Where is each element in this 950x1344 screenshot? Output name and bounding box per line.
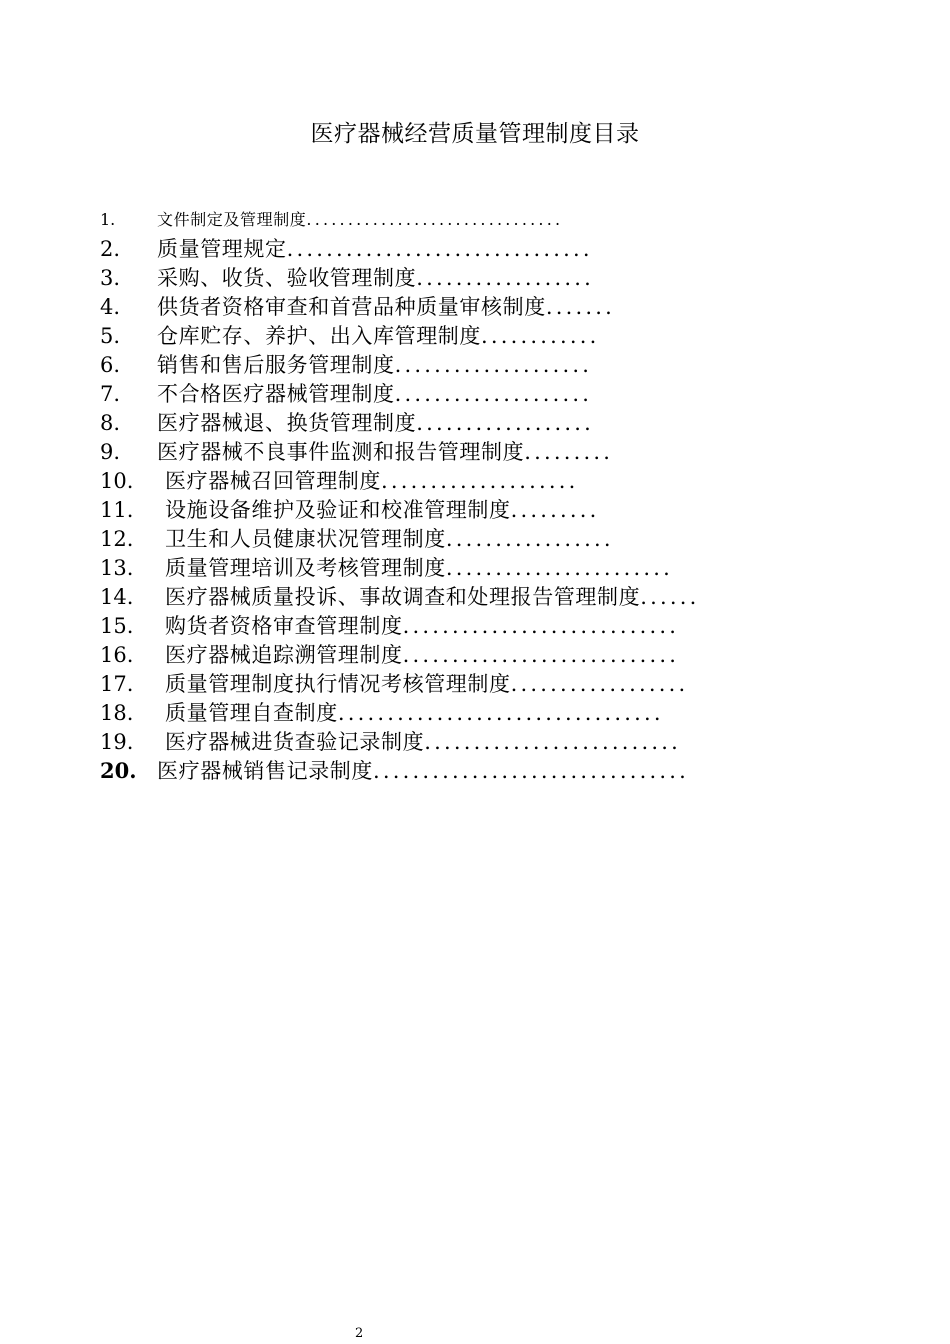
toc-leader-dots: ......... xyxy=(510,498,600,522)
toc-title xyxy=(165,727,681,757)
toc-title xyxy=(165,553,673,583)
toc-title-text: 卫生和人员健康状况管理制度 xyxy=(165,527,446,551)
toc-leader-dots: ............ xyxy=(481,324,600,348)
toc-title-text: 文件制定及管理制度 xyxy=(157,210,307,229)
toc-title-text: 设施设备维护及验证和校准管理制度 xyxy=(165,498,511,522)
toc-leader-dots: ................. xyxy=(445,527,614,551)
toc-title xyxy=(165,524,614,554)
toc-number: 2. xyxy=(100,237,121,261)
toc-number: 20. xyxy=(100,758,137,783)
toc-leader-dots: .................... xyxy=(381,469,579,493)
toc-number: 19. xyxy=(100,730,134,754)
toc-number: 14. xyxy=(100,585,134,609)
toc-leader-dots: .................. xyxy=(510,672,689,696)
toc-leader-dots: ............................... xyxy=(306,210,564,229)
toc-title xyxy=(157,292,615,322)
toc-title xyxy=(165,669,688,699)
toc-number: 8. xyxy=(100,411,121,435)
toc-number: 9. xyxy=(100,440,121,464)
toc-leader-dots: .................... xyxy=(394,382,593,406)
toc-number: 18. xyxy=(100,701,134,725)
toc-title-text: 采购、收货、验收管理制度 xyxy=(157,266,417,290)
toc-title xyxy=(157,379,592,409)
toc-title xyxy=(165,466,579,496)
toc-title xyxy=(157,234,593,264)
toc-title xyxy=(157,408,594,438)
toc-title-text: 医疗器械质量投诉、事故调查和处理报告管理制度 xyxy=(165,585,641,609)
toc-leader-dots: ................................ xyxy=(373,759,690,783)
toc-leader-dots: ............................ xyxy=(402,614,680,638)
toc-number: 16. xyxy=(100,643,134,667)
toc-title xyxy=(165,582,699,612)
toc-number: 1. xyxy=(100,210,116,229)
toc-number: 13. xyxy=(100,556,134,580)
toc-number: 3. xyxy=(100,266,121,290)
toc-number: 5. xyxy=(100,324,121,348)
toc-number: 15. xyxy=(100,614,134,638)
toc-title xyxy=(157,437,613,467)
toc-leader-dots: ................................. xyxy=(337,701,664,725)
toc-title xyxy=(157,263,594,293)
toc-number: 10. xyxy=(100,469,134,493)
toc-title xyxy=(165,640,679,670)
toc-title-text: 质量管理培训及考核管理制度 xyxy=(165,556,446,580)
toc-title xyxy=(157,321,600,351)
toc-title-text: 质量管理规定 xyxy=(157,237,287,261)
toc-title xyxy=(157,205,563,235)
toc-title-text: 质量管理自查制度 xyxy=(165,701,338,725)
toc-title-text: 医疗器械召回管理制度 xyxy=(165,469,381,493)
toc-number: 11. xyxy=(100,498,134,522)
toc-title-text: 医疗器械不良事件监测和报告管理制度 xyxy=(157,440,525,464)
toc-leader-dots: .................. xyxy=(416,266,594,290)
toc-leader-dots: ....................... xyxy=(445,556,673,580)
toc-title xyxy=(157,756,689,786)
toc-leader-dots: ............................ xyxy=(402,643,680,667)
toc-number: 7. xyxy=(100,382,121,406)
toc-title-text: 供货者资格审查和首营品种质量审核制度 xyxy=(157,295,546,319)
toc-title-text: 医疗器械退、换货管理制度 xyxy=(157,411,417,435)
toc-title-text: 医疗器械进货查验记录制度 xyxy=(165,730,425,754)
toc-title-text: 不合格医疗器械管理制度 xyxy=(157,382,395,406)
toc-number: 4. xyxy=(100,295,121,319)
toc-leader-dots: ......... xyxy=(524,440,614,464)
toc-number: 6. xyxy=(100,353,121,377)
toc-leader-dots: ............................... xyxy=(286,237,593,261)
toc-title xyxy=(157,350,592,380)
toc-title-text: 购货者资格审查管理制度 xyxy=(165,614,403,638)
document-title: 医疗器械经营质量管理制度目录 xyxy=(310,121,640,147)
page-number: 2 xyxy=(355,1326,364,1341)
toc-number: 12. xyxy=(100,527,134,551)
toc-title-text: 质量管理制度执行情况考核管理制度 xyxy=(165,672,511,696)
toc-title-text: 医疗器械追踪溯管理制度 xyxy=(165,643,403,667)
toc-leader-dots: .................. xyxy=(416,411,594,435)
toc-leader-dots: .................... xyxy=(394,353,593,377)
toc-leader-dots: ....... xyxy=(545,295,615,319)
toc-title xyxy=(165,495,600,525)
toc-title-text: 仓库贮存、养护、出入库管理制度 xyxy=(157,324,481,348)
toc-number: 17. xyxy=(100,672,134,696)
toc-title-text: 医疗器械销售记录制度 xyxy=(157,759,373,783)
toc-title xyxy=(165,698,664,728)
toc-leader-dots: ...... xyxy=(640,585,700,609)
toc-title xyxy=(165,611,679,641)
toc-title-text: 销售和售后服务管理制度 xyxy=(157,353,395,377)
toc-leader-dots: .......................... xyxy=(424,730,681,754)
